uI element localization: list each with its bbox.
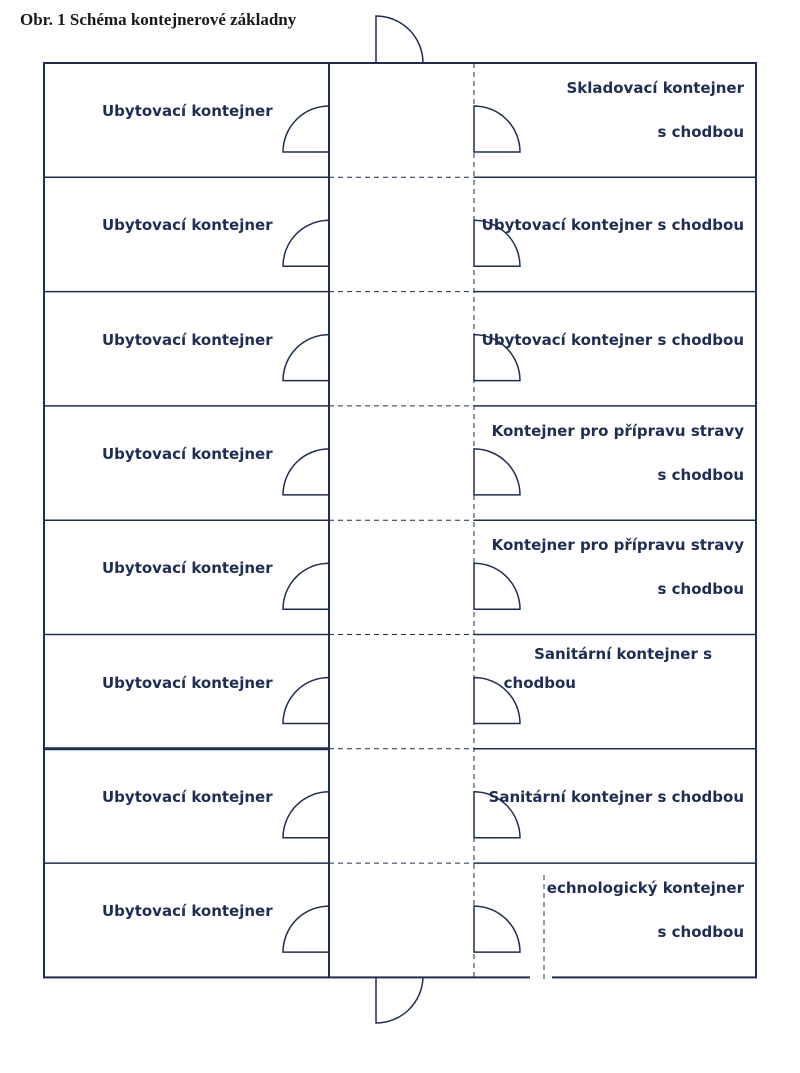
- door-swing-icon: [283, 678, 329, 724]
- door-swing-icon: [283, 449, 329, 495]
- right-container-label: Kontejner pro přípravu stravy: [491, 421, 744, 440]
- door-swing-icon: [474, 906, 520, 952]
- door-swing-icon: [474, 449, 520, 495]
- left-container-label: Ubytovací kontejner: [102, 902, 273, 921]
- right-container-label: chodbou: [503, 673, 576, 692]
- right-container-label: s chodbou: [657, 465, 744, 484]
- door-swing-icon: [474, 563, 520, 609]
- left-container-label: Ubytovací kontejner: [102, 673, 273, 692]
- figure-caption: Obr. 1 Schéma kontejnerové základny: [20, 10, 297, 29]
- right-container-label: Sanitární kontejner s chodbou: [488, 787, 744, 806]
- door-swing-icon: [283, 792, 329, 838]
- right-container-label: s chodbou: [657, 580, 744, 599]
- door-swing-icon: [283, 335, 329, 381]
- left-container-label: Ubytovací kontejner: [102, 559, 273, 578]
- right-container-label: s chodbou: [657, 123, 744, 141]
- door-swing-icon: [283, 906, 329, 952]
- right-container-label: s chodbou: [657, 923, 744, 942]
- left-container-label: Ubytovací kontejner: [102, 444, 273, 463]
- left-container-label: Ubytovací kontejner: [102, 787, 273, 806]
- door-swing-icon: [283, 563, 329, 609]
- door-swing-icon: [283, 220, 329, 266]
- right-container-label: Skladovací kontejner: [566, 79, 744, 97]
- wall-opening: [530, 974, 552, 980]
- right-container-label: Ubytovací kontejner s chodbou: [481, 330, 744, 349]
- left-container-label: Ubytovací kontejner: [102, 216, 273, 235]
- door-swing-icon: [474, 106, 520, 152]
- right-container-label: echnologický kontejner: [546, 879, 744, 898]
- left-container-label: Ubytovací kontejner: [102, 330, 273, 349]
- left-container-label: Ubytovací kontejner: [102, 102, 273, 120]
- right-container-label: Sanitární kontejner s: [534, 644, 712, 663]
- right-container-label: Ubytovací kontejner s chodbou: [481, 216, 744, 235]
- door-swing-icon: [283, 106, 329, 152]
- entrance-door-bottom-icon: [376, 977, 423, 1023]
- right-container-label: Kontejner pro přípravu stravy: [491, 536, 744, 555]
- entrance-door-top-icon: [376, 16, 423, 63]
